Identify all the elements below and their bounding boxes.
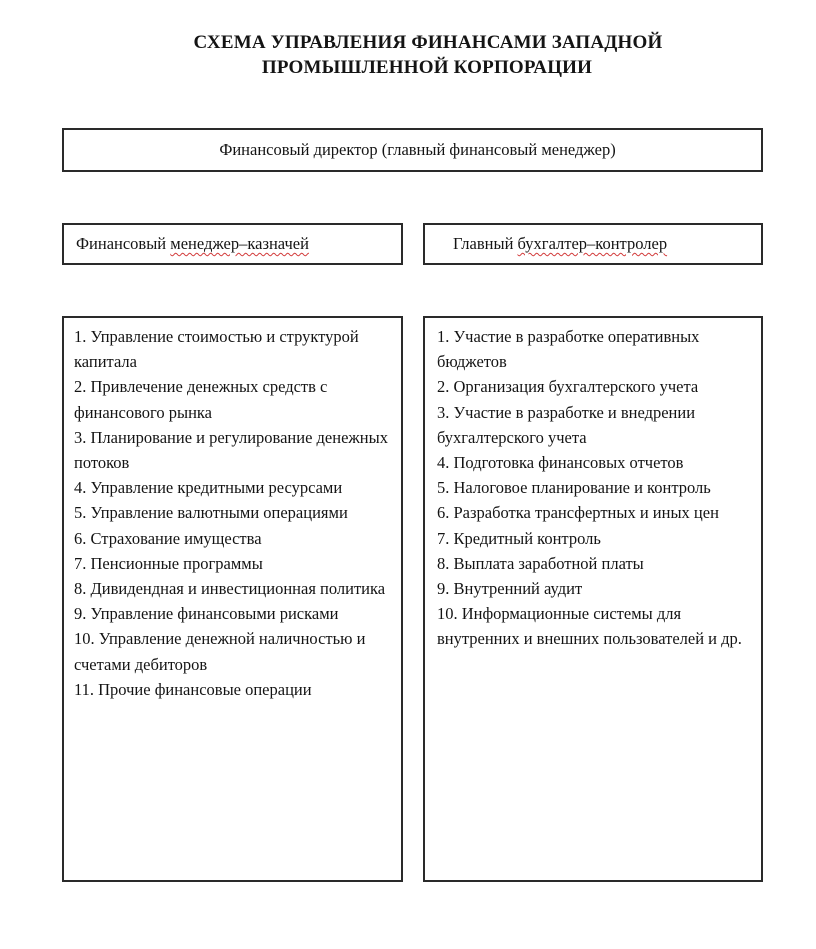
list-item: 6. Разработка трансфертных и иных цен [437, 503, 719, 523]
list-item: 6. Страхование имущества [74, 528, 262, 548]
list-item: 3. Участие в разработке и внедрении бухгалтерского учета [437, 402, 696, 447]
list-item: 8. Дивидендная и инвестиционная политика [74, 579, 386, 599]
list-item: 8. Выплата заработной платы [437, 553, 644, 573]
treasurer-box [62, 223, 403, 265]
controller-label-prefix: Главный [453, 234, 518, 253]
list-item: 11. Прочие финансовые операции [74, 679, 312, 699]
diagram-title [0, 30, 816, 80]
controller-label-underlined: бухгалтер–контролер [517, 234, 668, 253]
financial-director-box [62, 128, 763, 172]
list-item: 3. Планирование и регулирование денежных потоков [74, 427, 388, 473]
list-item: 5. Налоговое планирование и контроль [437, 478, 711, 498]
financial-director-label: Финансовый директор (главный финансовый менеджер) [219, 140, 616, 159]
list-item: 5. Управление валютными операциями [74, 503, 348, 523]
list-item: 7. Пенсионные программы [74, 553, 263, 573]
title-line-2: ПРОМЫШЛЕННОЙ КОРПОРАЦИИ [261, 57, 593, 78]
list-item: 4. Управление кредитными ресурсами [74, 478, 343, 498]
treasurer-functions-list [62, 316, 403, 882]
list-item: 2. Привлечение денежных средств с финансового рынка [74, 377, 328, 422]
treasurer-label-underlined: менеджер–казначей [170, 234, 309, 253]
list-item: 10. Информационные системы для внутренних и внешних пользователей и др. [437, 604, 742, 649]
list-item: 9. Внутренний аудит [437, 579, 583, 599]
list-item: 9. Управление финансовыми рисками [74, 604, 339, 624]
list-item: 4. Подготовка финансовых отчетов [437, 453, 684, 473]
list-item: 7. Кредитный контроль [437, 528, 601, 548]
controller-box [423, 223, 763, 265]
treasurer-label-prefix: Финансовый [76, 234, 171, 253]
list-item: 1. Участие в разработке оперативных бюджетов [437, 327, 700, 372]
list-item: 10. Управление денежной наличностью и счетами дебиторов [74, 629, 366, 674]
list-item: 1. Управление стоимостью и структурой капитала [74, 327, 359, 372]
controller-label [453, 234, 667, 254]
list-item: 2. Организация бухгалтерского учета [437, 377, 699, 397]
title-line-1: СХЕМА УПРАВЛЕНИЯ ФИНАНСАМИ ЗАПАДНОЙ [193, 32, 663, 53]
controller-functions-list [423, 316, 763, 882]
treasurer-label [76, 234, 309, 254]
